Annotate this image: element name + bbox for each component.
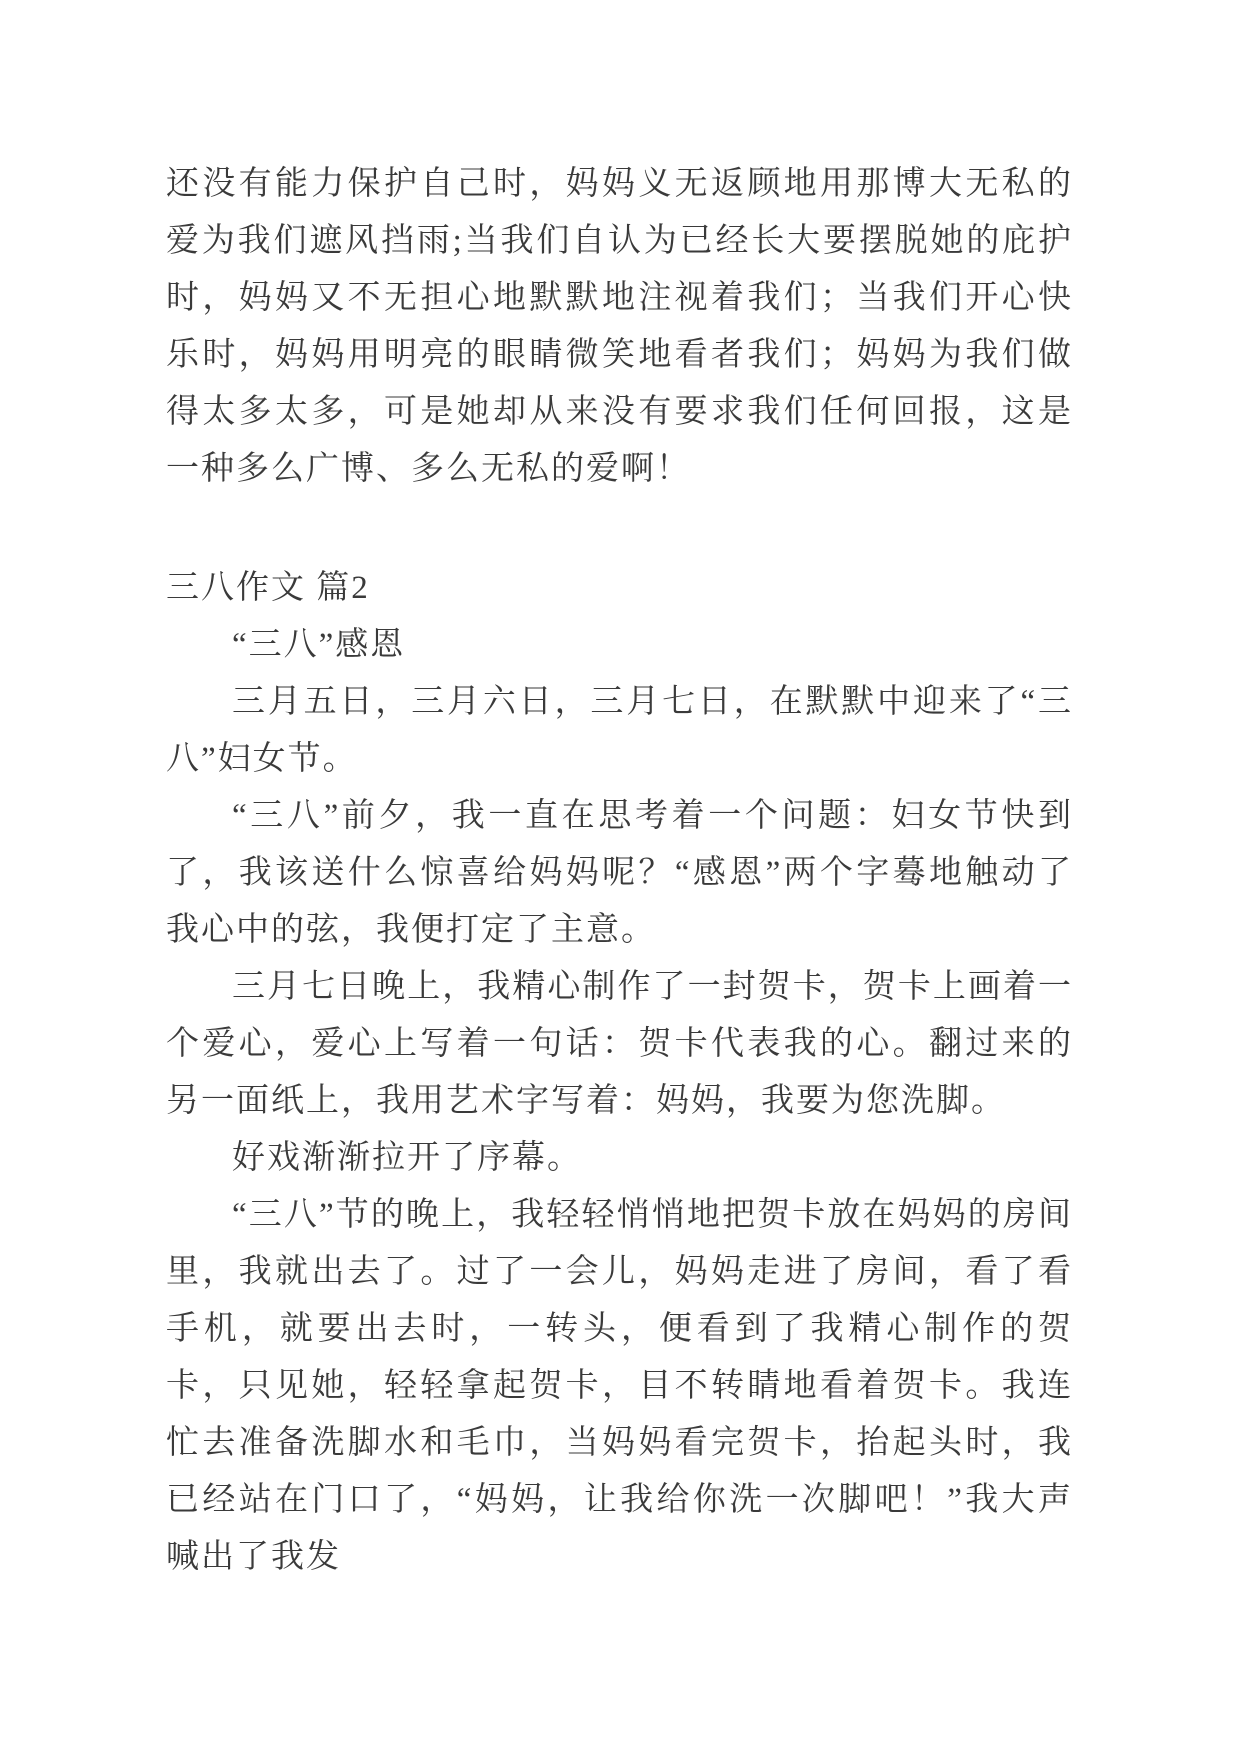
body-paragraph: 三月五日，三月六日，三月七日，在默默中迎来了“三八”妇女节。 bbox=[166, 684, 1073, 777]
section-heading: 三八作文 篇2 bbox=[166, 570, 370, 606]
body-paragraph: “三八”节的晚上，我轻轻悄悄地把贺卡放在妈妈的房间里，我就出去了。过了一会儿，妈妈走进了房间，看了看手机，就要出去时，一转头，便看到了我精心制作的贺卡，只见她，轻轻拿起贺卡，目不转睛地看着贺卡。我连忙去准备洗脚水和毛巾，当妈妈看完贺卡，抬起头时，我已经站在门口了，“妈妈，让我给你洗一次脚吧！”我大声喊出了我发 bbox=[166, 1197, 1073, 1575]
essay-title: “三八”感恩 bbox=[232, 627, 406, 663]
body-paragraph: “三八”前夕，我一直在思考着一个问题：妇女节快到了，我该送什么惊喜给妈妈呢？“感恩”两个字蓦地触动了我心中的弦，我便打定了主意。 bbox=[166, 798, 1073, 948]
body-paragraph: 三月七日晚上，我精心制作了一封贺卡，贺卡上画着一个爱心，爱心上写着一句话：贺卡代表我的心。翻过来的另一面纸上，我用艺术字写着：妈妈，我要为您洗脚。 bbox=[166, 969, 1073, 1119]
essay-content bbox=[166, 156, 1073, 1586]
continuation-paragraph: 还没有能力保护自己时，妈妈义无返顾地用那博大无私的爱为我们遮风挡雨;当我们自认为已经长大要摆脱她的庇护时，妈妈又不无担心地默默地注视着我们；当我们开心快乐时，妈妈用明亮的眼睛微笑地看者我们；妈妈为我们做得太多太多，可是她却从来没有要求我们任何回报，这是一种多么广博、多么无私的爱啊！ bbox=[166, 166, 1073, 487]
body-paragraph: 好戏渐渐拉开了序幕。 bbox=[232, 1140, 582, 1176]
